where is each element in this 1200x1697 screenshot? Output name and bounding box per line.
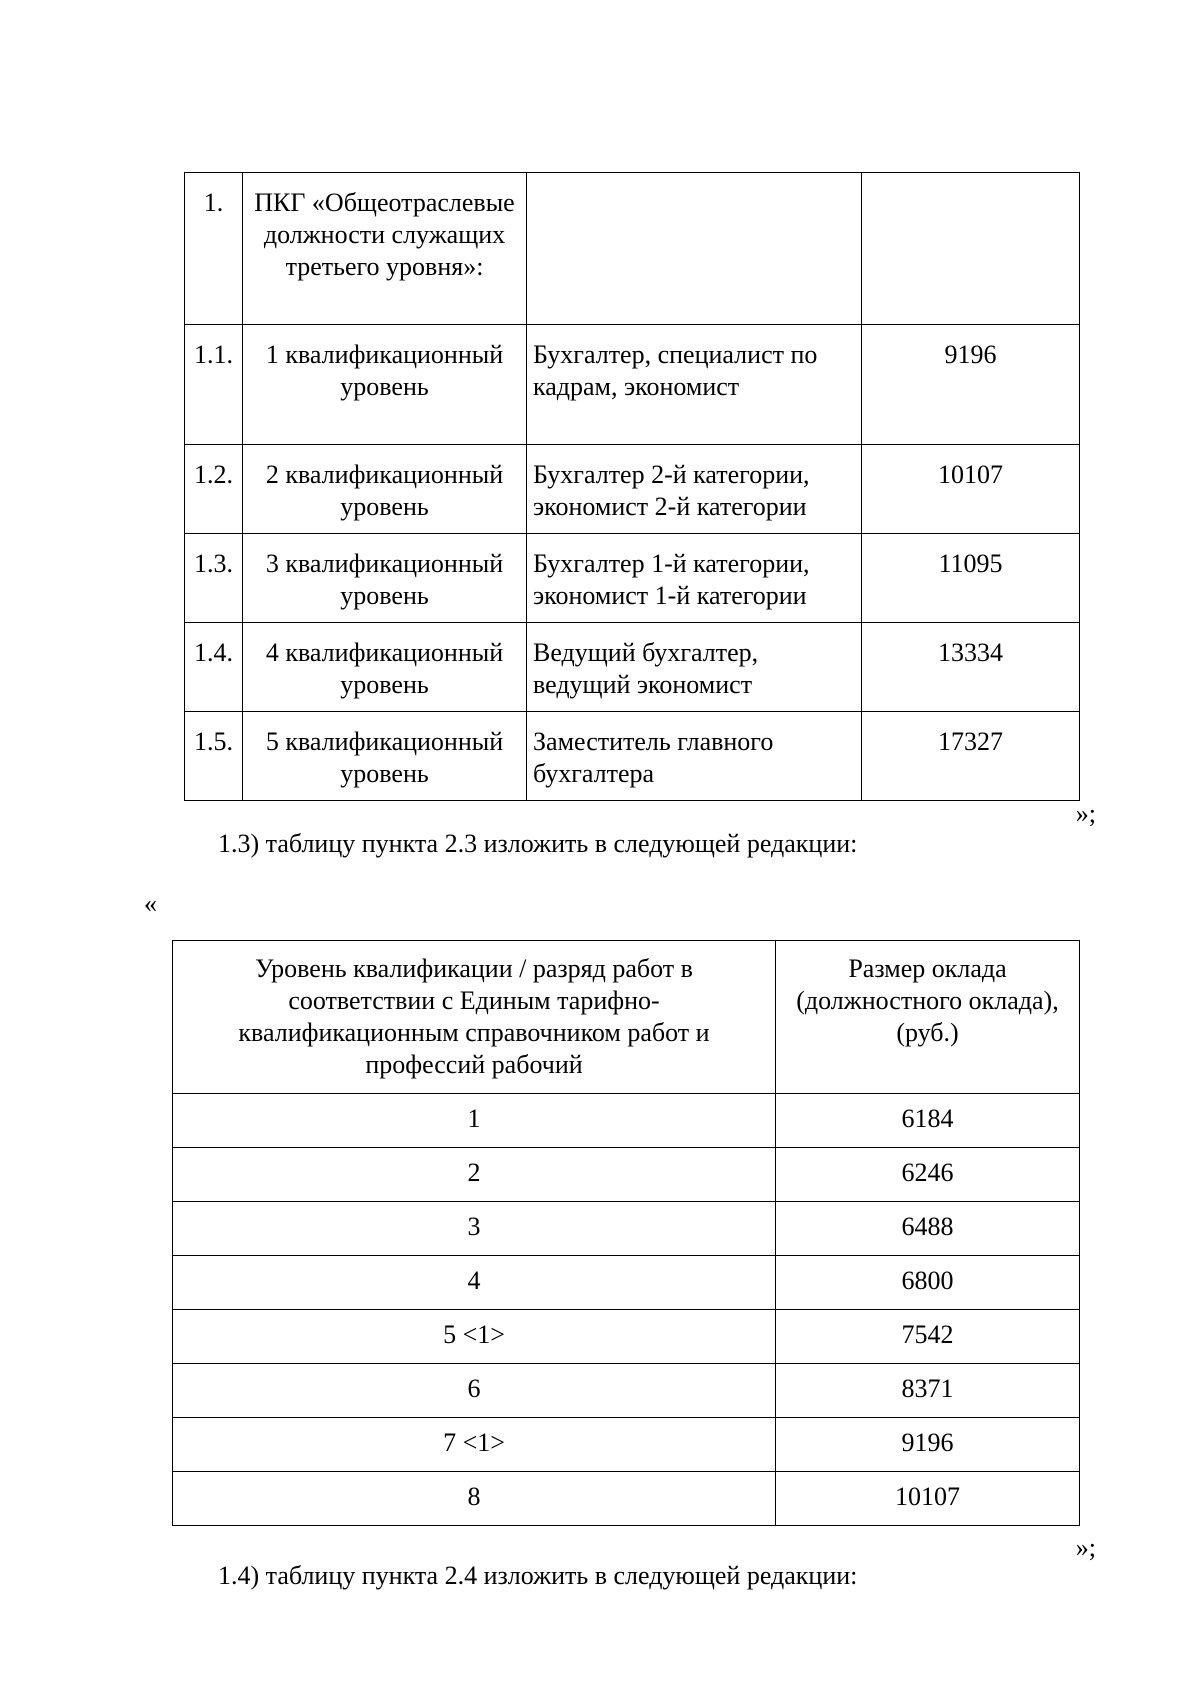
salary: 13334 (862, 623, 1080, 712)
salary: 9196 (862, 325, 1080, 445)
table-row (185, 445, 1080, 534)
qualification-level: 2 квалификационный уровень (243, 445, 527, 534)
grade: 7 <1> (173, 1418, 776, 1472)
table-row (185, 534, 1080, 623)
header-qualification: Уровень квалификации / разряд работ в соответствии с Единым тарифно-квалификационным справочником работ и профессий рабочий (173, 941, 776, 1094)
row-number: 1.2. (185, 445, 243, 534)
salary: 7542 (776, 1310, 1080, 1364)
positions (527, 173, 862, 325)
table-row (173, 1256, 1080, 1310)
header-salary: Размер оклада (должностного оклада), (руб.) (776, 941, 1080, 1094)
qualification-level: 4 квалификационный уровень (243, 623, 527, 712)
table-row (185, 623, 1080, 712)
salary: 6184 (776, 1094, 1080, 1148)
positions: Бухгалтер, специалист по кадрам, экономист (527, 325, 862, 445)
salary (862, 173, 1080, 325)
salary-table-workers (172, 940, 1080, 1526)
positions: Ведущий бухгалтер, ведущий экономист (527, 623, 862, 712)
grade: 6 (173, 1364, 776, 1418)
table-row (185, 173, 1080, 325)
positions: Бухгалтер 2-й категории, экономист 2-й категории (527, 445, 862, 534)
closing-quote: »; (1075, 799, 1096, 828)
qualification-level: 3 квалификационный уровень (243, 534, 527, 623)
salary: 8371 (776, 1364, 1080, 1418)
grade: 8 (173, 1472, 776, 1526)
salary: 17327 (862, 712, 1080, 801)
salary: 10107 (776, 1472, 1080, 1526)
salary: 6246 (776, 1148, 1080, 1202)
salary: 10107 (862, 445, 1080, 534)
positions: Бухгалтер 1-й категории, экономист 1-й категории (527, 534, 862, 623)
salary: 6488 (776, 1202, 1080, 1256)
salary: 9196 (776, 1418, 1080, 1472)
row-number: 1.5. (185, 712, 243, 801)
salary: 6800 (776, 1256, 1080, 1310)
salary-table-pkg-3 (184, 172, 1080, 801)
table-header-row (173, 941, 1080, 1094)
table-row (173, 1202, 1080, 1256)
table-row (185, 325, 1080, 445)
grade: 5 <1> (173, 1310, 776, 1364)
opening-quote: « (144, 889, 157, 918)
qualification-level: 5 квалификационный уровень (243, 712, 527, 801)
grade: 3 (173, 1202, 776, 1256)
positions: Заместитель главного бухгалтера (527, 712, 862, 801)
row-number: 1. (185, 173, 243, 325)
paragraph-1-3: 1.3) таблицу пункта 2.3 изложить в следующей редакции: (218, 829, 858, 858)
grade: 1 (173, 1094, 776, 1148)
table-row (173, 1418, 1080, 1472)
salary: 11095 (862, 534, 1080, 623)
qualification-level: ПКГ «Общеотраслевые должности служащих третьего уровня»: (243, 173, 527, 325)
table-row (173, 1148, 1080, 1202)
table-row (173, 1310, 1080, 1364)
grade: 2 (173, 1148, 776, 1202)
row-number: 1.4. (185, 623, 243, 712)
paragraph-1-4: 1.4) таблицу пункта 2.4 изложить в следующей редакции: (218, 1561, 858, 1590)
table-row (173, 1094, 1080, 1148)
row-number: 1.3. (185, 534, 243, 623)
table-row (185, 712, 1080, 801)
table-row (173, 1364, 1080, 1418)
table-row (173, 1472, 1080, 1526)
closing-quote: »; (1075, 1533, 1096, 1562)
qualification-level: 1 квалификационный уровень (243, 325, 527, 445)
row-number: 1.1. (185, 325, 243, 445)
grade: 4 (173, 1256, 776, 1310)
